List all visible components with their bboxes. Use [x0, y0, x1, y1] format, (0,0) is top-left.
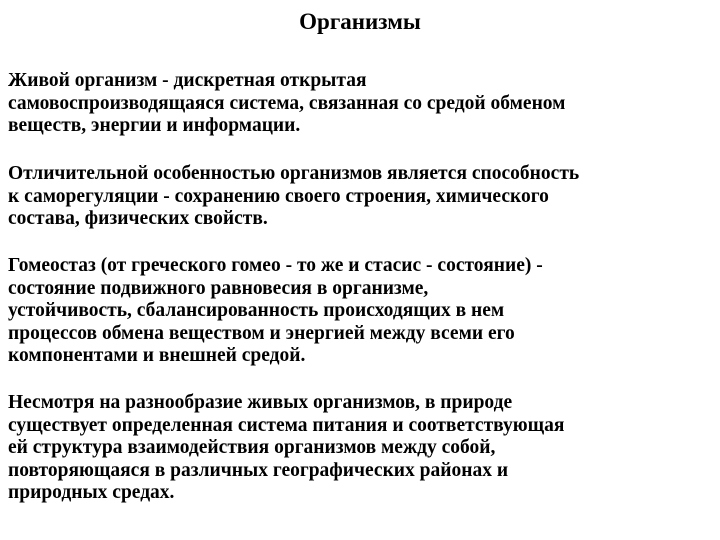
text-line: состава, физических свойств.: [8, 208, 268, 229]
text-line: устойчивость, сбалансированность происходящих в нем: [8, 300, 505, 321]
text-line: Гомеостаз (от греческого гомео - то же и стасис - состояние) -: [8, 255, 543, 276]
text-line: компонентами и внешней средой.: [8, 345, 306, 366]
paragraph-definition: [8, 70, 708, 138]
text-line: существует определенная система питания и соответствующая: [8, 414, 565, 436]
text-line: повторяющаяся в различных географических районах и: [8, 459, 509, 481]
text-line: веществ, энергии и информации.: [8, 115, 301, 136]
text-line: ей структура взаимодействия организмов между собой,: [8, 437, 496, 458]
paragraph-self-regulation: [8, 163, 708, 231]
text-line: природных средах.: [8, 482, 175, 503]
text-line: Отличительной особенностью организмов является способность: [8, 163, 580, 184]
text-line: Живой организм - дискретная открытая: [8, 70, 367, 91]
slide-title: Организмы: [299, 9, 421, 34]
text-line: процессов обмена веществом и энергией между всеми его: [8, 322, 515, 344]
paragraph-nutrition-system: [8, 392, 708, 505]
text-line: самовоспроизводящаяся система, связанная со средой обменом: [8, 92, 566, 114]
text-line: состояние подвижного равновесия в организме,: [8, 277, 429, 299]
text-line: к саморегуляции - сохранению своего строения, химического: [8, 185, 549, 207]
text-line: Несмотря на разнообразие живых организмов, в природе: [8, 392, 513, 413]
paragraph-homeostasis: [8, 255, 708, 368]
